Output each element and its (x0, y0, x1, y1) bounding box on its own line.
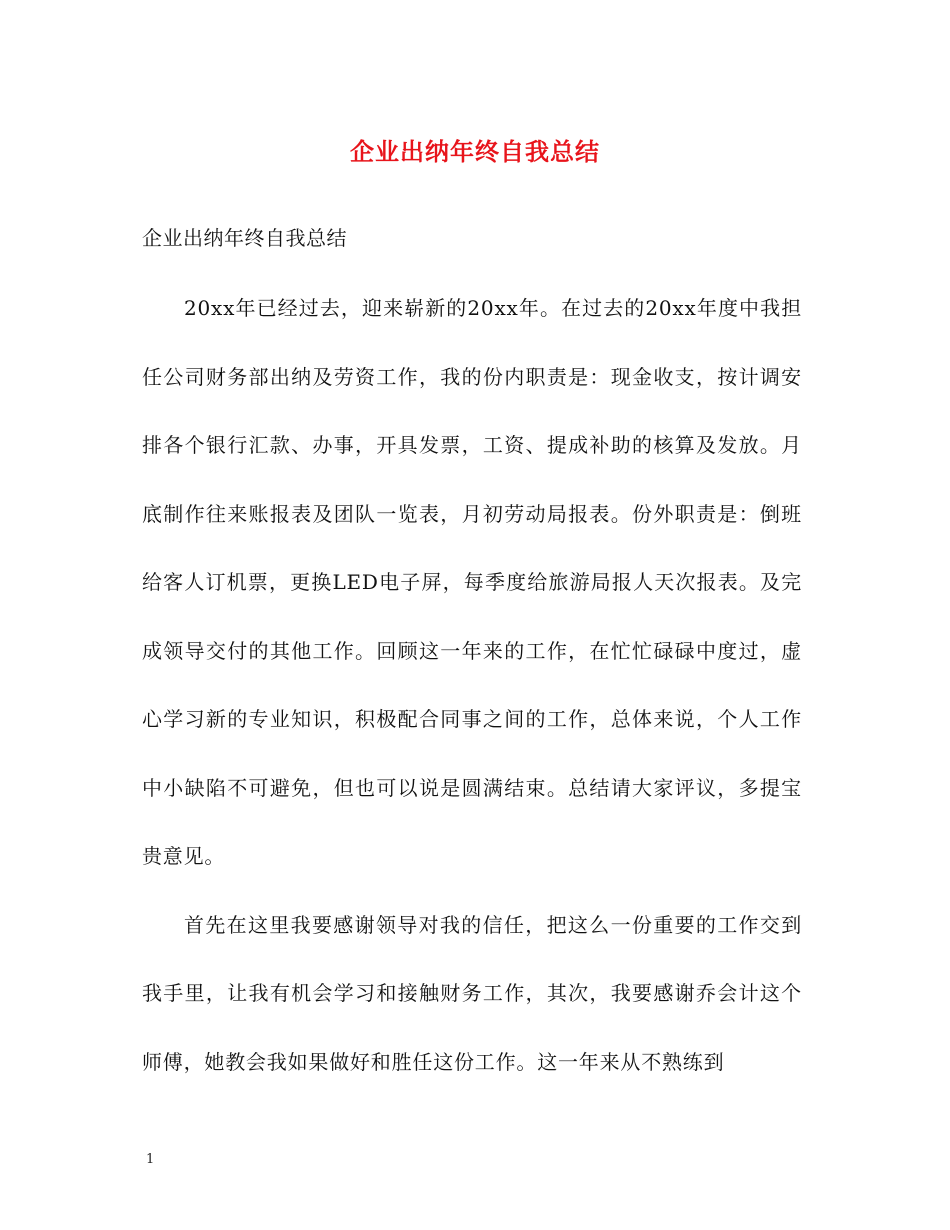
paragraph-2: 首先在这里我要感谢领导对我的信任，把这么一份重要的工作交到我手里，让我有机会学习和接触财务工作，其次，我要感谢乔会计这个师傅，她教会我如果做好和胜任这份工作。这一年来从不熟练到 (142, 912, 802, 1074)
page-number: 1 (146, 1152, 155, 1167)
document-body (142, 274, 802, 1096)
document-subtitle: 企业出纳年终自我总结 (142, 226, 347, 250)
document-title: 企业出纳年终自我总结 (350, 137, 600, 166)
paragraph-1: 20xx年已经过去，迎来崭新的20xx年。在过去的20xx年度中我担任公司财务部出纳及劳资工作，我的份内职责是：现金收支，按计调安排各个银行汇款、办事，开具发票，工资、提成补助的核算及发放。月底制作往来账报表及团队一览表，月初劳动局报表。份外职责是：倒班给客人订机票，更换LED电子屏，每季度给旅游局报人天次报表。及完成领导交付的其他工作。回顾这一年来的工作，在忙忙碌碌中度过，虚心学习新的专业知识，积极配合同事之间的工作，总体来说，个人工作中小缺陷不可避免，但也可以说是圆满结束。总结请大家评议，多提宝贵意见。 (142, 296, 802, 868)
